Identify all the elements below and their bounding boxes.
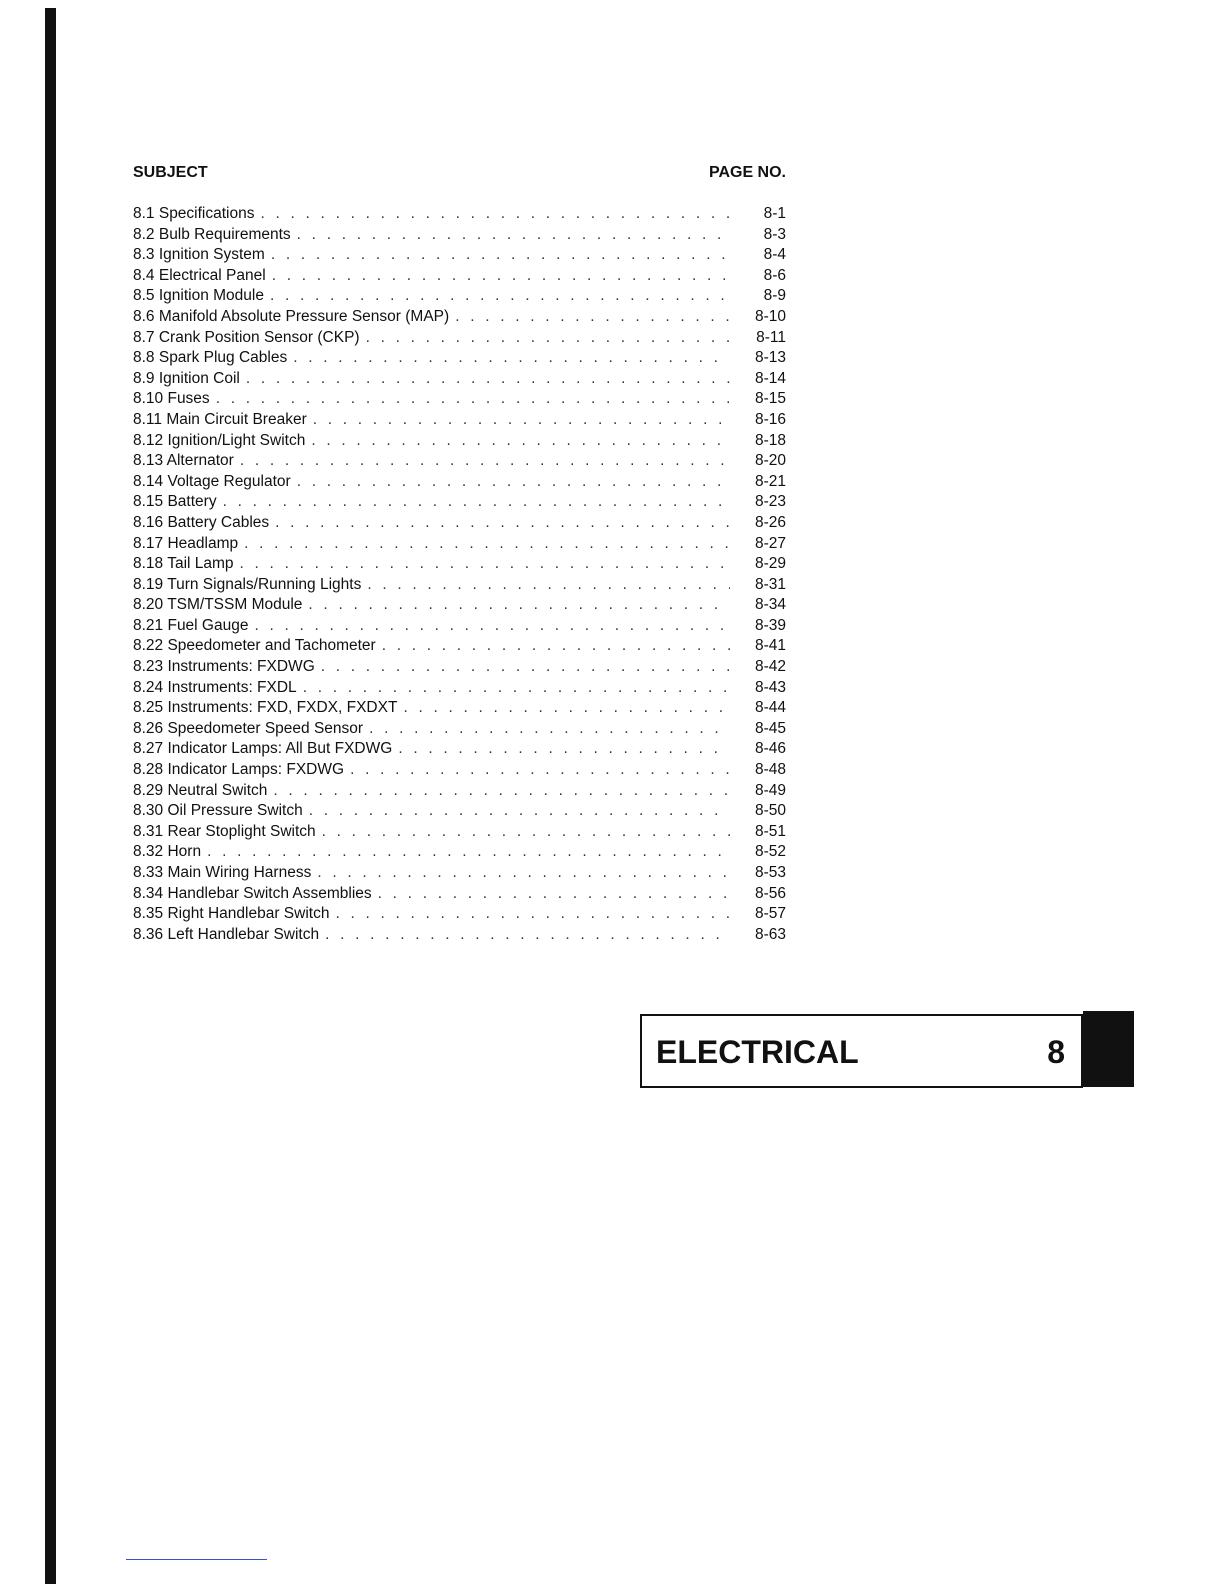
toc-entry-title: 8.29 Neutral Switch xyxy=(133,781,268,799)
toc-entry-title: 8.30 Oil Pressure Switch xyxy=(133,802,303,820)
toc-entry-title: 8.27 Indicator Lamps: All But FXDWG xyxy=(133,740,393,758)
toc-entry-page: 8-15 xyxy=(754,390,786,408)
toc-entry-page: 8-4 xyxy=(763,246,786,264)
dot-leader xyxy=(322,822,730,843)
dot-leader xyxy=(275,513,730,534)
toc-entry-page: 8-21 xyxy=(754,472,786,490)
dot-leader xyxy=(272,266,730,287)
toc-entry-title: 8.21 Fuel Gauge xyxy=(133,616,249,634)
toc-entry-page: 8-53 xyxy=(754,864,786,881)
dot-leader xyxy=(223,492,730,513)
dot-leader xyxy=(246,369,730,390)
toc-entry-title: 8.24 Instruments: FXDL xyxy=(133,678,297,696)
toc-entry[interactable] xyxy=(133,554,786,575)
toc-entry-page: 8-42 xyxy=(754,658,786,676)
toc-entry-title: 8.11 Main Circuit Breaker xyxy=(133,410,307,428)
toc-entry-page: 8-57 xyxy=(754,905,786,923)
toc-entry[interactable] xyxy=(133,822,786,843)
toc-entry-page: 8-41 xyxy=(754,637,786,655)
toc-entry[interactable] xyxy=(133,389,786,410)
chapter-title: ELECTRICAL xyxy=(656,1034,859,1070)
toc-entry-page: 8-6 xyxy=(763,266,786,284)
toc-entry-page: 8-31 xyxy=(754,575,786,593)
toc-entry-title: 8.18 Tail Lamp xyxy=(133,555,234,573)
toc-entry[interactable] xyxy=(133,595,786,616)
dot-leader xyxy=(369,719,730,740)
toc-entry-title: 8.20 TSM/TSSM Module xyxy=(133,596,303,614)
dot-leader xyxy=(240,554,730,575)
toc-entry-page: 8-13 xyxy=(754,349,786,367)
toc-entry[interactable] xyxy=(133,266,786,287)
dot-leader xyxy=(271,245,730,266)
chapter-title-box xyxy=(640,1014,1083,1088)
toc-entry-title: 8.10 Fuses xyxy=(133,390,210,408)
toc-entry-page: 8-49 xyxy=(754,781,786,799)
toc-entry[interactable] xyxy=(133,245,786,266)
toc-entry-page: 8-50 xyxy=(754,802,786,820)
toc-entry-title: 8.2 Bulb Requirements xyxy=(133,225,291,243)
toc-entry-page: 8-16 xyxy=(754,410,786,428)
toc-entry[interactable] xyxy=(133,781,786,802)
toc-entry-page: 8-34 xyxy=(754,596,786,614)
dot-leader xyxy=(455,307,730,328)
toc-entry-page: 8-1 xyxy=(763,205,786,222)
page-number-heading: PAGE NO. xyxy=(708,164,786,181)
toc-entry-title: 8.22 Speedometer and Tachometer xyxy=(133,637,376,655)
toc-entry-page: 8-3 xyxy=(763,225,786,243)
toc-entry-title: 8.36 Left Handlebar Switch xyxy=(133,925,320,943)
toc-entry-title: 8.13 Alternator xyxy=(133,452,234,470)
toc-entry-title: 8.15 Battery xyxy=(133,493,217,511)
dot-leader xyxy=(325,925,730,946)
toc-entry-page: 8-56 xyxy=(754,884,786,902)
toc-entry-title: 8.7 Crank Position Sensor (CKP) xyxy=(133,328,360,346)
dot-leader xyxy=(297,225,730,246)
toc-entry[interactable] xyxy=(133,307,786,328)
toc-entry[interactable] xyxy=(133,863,786,884)
toc-header xyxy=(133,162,786,184)
toc-entry[interactable] xyxy=(133,204,786,225)
toc-entry-title: 8.6 Manifold Absolute Pressure Sensor (MAP) xyxy=(133,307,450,325)
toc-entry[interactable] xyxy=(133,513,786,534)
toc-entry-title: 8.16 Battery Cables xyxy=(133,513,270,531)
toc-entry-title: 8.5 Ignition Module xyxy=(133,287,264,305)
toc-entry-title: 8.28 Indicator Lamps: FXDWG xyxy=(133,761,345,779)
toc-entry[interactable] xyxy=(133,801,786,822)
toc-entry[interactable] xyxy=(133,451,786,472)
dot-leader xyxy=(313,410,730,431)
toc-entry[interactable] xyxy=(133,719,786,740)
toc-entry[interactable] xyxy=(133,616,786,637)
dot-leader xyxy=(378,884,730,905)
dot-leader xyxy=(273,781,730,802)
toc-entry-page: 8-46 xyxy=(754,740,786,758)
toc-entry-title: 8.14 Voltage Regulator xyxy=(133,472,291,490)
toc-entry-page: 8-51 xyxy=(754,822,786,840)
dot-leader xyxy=(216,389,730,410)
toc-entry-page: 8-10 xyxy=(754,307,786,325)
toc-entry[interactable] xyxy=(133,678,786,699)
dot-leader xyxy=(309,801,730,822)
toc-entry-title: 8.12 Ignition/Light Switch xyxy=(133,431,306,449)
dot-leader xyxy=(311,431,730,452)
toc-entry[interactable] xyxy=(133,842,786,863)
toc-entry-page: 8-23 xyxy=(754,493,786,511)
dot-leader xyxy=(321,657,730,678)
toc-entry-title: 8.31 Rear Stoplight Switch xyxy=(133,822,316,840)
toc-entry[interactable] xyxy=(133,492,786,513)
dot-leader xyxy=(303,678,730,699)
dot-leader xyxy=(244,534,730,555)
toc-entry-page: 8-9 xyxy=(763,287,786,305)
dot-leader xyxy=(366,328,730,349)
toc-entry-page: 8-43 xyxy=(754,678,786,696)
toc-entry-title: 8.9 Ignition Coil xyxy=(133,369,240,387)
dot-leader xyxy=(367,575,730,596)
toc-entry-title: 8.3 Ignition System xyxy=(133,246,265,264)
toc-entry[interactable] xyxy=(133,225,786,246)
toc-entry[interactable] xyxy=(133,472,786,493)
toc-entry-title: 8.23 Instruments: FXDWG xyxy=(133,658,315,676)
toc-entry-title: 8.4 Electrical Panel xyxy=(133,266,266,284)
toc-entry-title: 8.35 Right Handlebar Switch xyxy=(133,905,330,923)
dot-leader xyxy=(254,616,730,637)
footer-rule xyxy=(126,1559,267,1560)
toc-entry[interactable] xyxy=(133,328,786,349)
toc-entry-page: 8-11 xyxy=(756,328,786,346)
dot-leader xyxy=(207,842,730,863)
dot-leader xyxy=(350,760,730,781)
dot-leader xyxy=(293,348,730,369)
toc-entry-title: 8.34 Handlebar Switch Assemblies xyxy=(133,884,372,902)
toc-entry[interactable] xyxy=(133,534,786,555)
toc-entry-page: 8-45 xyxy=(754,719,786,737)
toc-entry[interactable] xyxy=(133,636,786,657)
toc-entry[interactable] xyxy=(133,884,786,905)
dot-leader xyxy=(308,595,730,616)
toc-entry[interactable] xyxy=(133,286,786,307)
toc-list xyxy=(133,204,786,945)
toc-entry-title: 8.33 Main Wiring Harness xyxy=(133,864,312,881)
toc-entry-page: 8-29 xyxy=(754,555,786,573)
dot-leader xyxy=(335,904,730,925)
dot-leader xyxy=(317,863,730,884)
toc-entry-title: 8.32 Horn xyxy=(133,843,202,861)
toc-entry-page: 8-20 xyxy=(754,452,786,470)
chapter-number: 8 xyxy=(1047,1034,1065,1070)
toc-entry-page: 8-48 xyxy=(754,761,786,779)
toc-entry[interactable] xyxy=(133,760,786,781)
table-of-contents xyxy=(133,162,786,945)
toc-entry[interactable] xyxy=(133,369,786,390)
dot-leader xyxy=(240,451,730,472)
toc-entry[interactable] xyxy=(133,739,786,760)
toc-entry-title: 8.8 Spark Plug Cables xyxy=(133,349,288,367)
toc-entry-title: 8.19 Turn Signals/Running Lights xyxy=(133,575,362,593)
toc-entry[interactable] xyxy=(133,698,786,719)
toc-entry-title: 8.17 Headlamp xyxy=(133,534,239,552)
dot-leader xyxy=(261,204,731,225)
dot-leader xyxy=(403,698,730,719)
chapter-tab-marker xyxy=(1083,1011,1134,1087)
toc-entry-page: 8-52 xyxy=(754,843,786,861)
toc-entry[interactable] xyxy=(133,431,786,452)
toc-entry-page: 8-44 xyxy=(754,699,786,717)
binding-edge-bar xyxy=(45,8,56,1584)
toc-entry[interactable] xyxy=(133,904,786,925)
dot-leader xyxy=(398,739,730,760)
dot-leader xyxy=(270,286,730,307)
dot-leader xyxy=(297,472,730,493)
toc-entry[interactable] xyxy=(133,925,786,946)
toc-entry[interactable] xyxy=(133,348,786,369)
toc-entry[interactable] xyxy=(133,657,786,678)
toc-entry-title: 8.25 Instruments: FXD, FXDX, FXDXT xyxy=(133,699,398,717)
toc-entry[interactable] xyxy=(133,410,786,431)
subject-heading: SUBJECT xyxy=(133,164,208,181)
toc-entry-page: 8-26 xyxy=(754,513,786,531)
dot-leader xyxy=(382,636,730,657)
toc-entry-title: 8.26 Speedometer Speed Sensor xyxy=(133,719,364,737)
toc-entry-page: 8-14 xyxy=(754,369,786,387)
toc-entry-title: 8.1 Specifications xyxy=(133,205,255,222)
toc-entry[interactable] xyxy=(133,575,786,596)
toc-entry-page: 8-39 xyxy=(754,616,786,634)
toc-entry-page: 8-27 xyxy=(754,534,786,552)
toc-entry-page: 8-63 xyxy=(754,925,786,943)
toc-entry-page: 8-18 xyxy=(754,431,786,449)
